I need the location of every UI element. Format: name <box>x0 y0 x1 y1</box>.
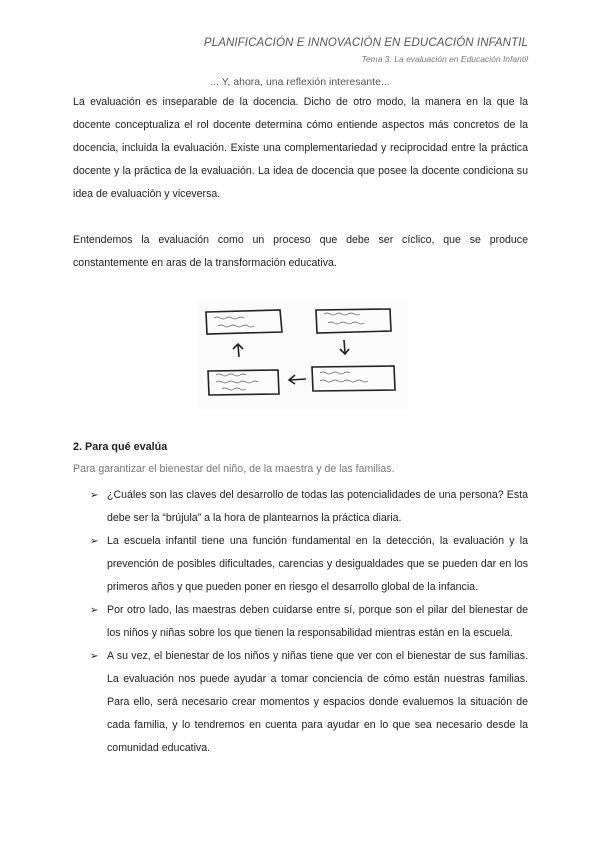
arrowhead-bullet-icon: ➢ <box>90 651 99 662</box>
list-item <box>90 645 528 760</box>
diagram-box-bottom-right-scribble <box>320 372 368 382</box>
diagram-box-bottom-right <box>312 366 395 391</box>
paragraph-evaluation-docencia: La evaluación es inseparable de la docencia. Dicho de otro modo, la manera en la que la docente conceptualiza el rol docente determina cómo entiende aspectos más concretos de la docencia, incluida la evaluación. Existe una complementariedad y reciprocidad entre la práctica docente y la práctica de la evaluación. La idea de docencia que posee la docente condiciona su idea de evaluación y viceversa. <box>73 96 528 200</box>
diagram-arrow-left <box>289 375 306 384</box>
bullet-list <box>90 484 528 760</box>
diagram-box-top-left-scribble <box>214 317 254 327</box>
section-subtitle: Para garantizar el bienestar del niño, de la maestra y de las familias. <box>73 463 395 475</box>
paragraph-evaluation-cycle: Entendemos la evaluación como un proceso que debe ser cíclico, que se produce constantemente en aras de la transformación educativa. <box>73 234 528 269</box>
diagram-arrow-down <box>340 340 349 354</box>
bullet-text: Por otro lado, las maestras deben cuidarse entre sí, porque son el pilar del bienestar de los niños y niñas sobre los que tienen la responsabilidad mientras están en la escuela. <box>107 604 528 639</box>
bullet-text: La escuela infantil tiene una función fundamental en la detección, la evaluación y la prevención de posibles dificultades, carencias y desigualdades que se pueden dar en los primeros años y que pueden poner en riesgo el desarrollo global de la infancia. <box>107 535 528 593</box>
header-subtitle: Tema 3. La evaluación en Educación Infantil <box>361 54 528 64</box>
reflection-heading: ... Y, ahora, una reflexión interesante... <box>210 76 390 88</box>
bullet-text: A su vez, el bienestar de los niños y niñas tiene que ver con el bienestar de sus familias. La evaluación nos puede ayudar a tomar conciencia de cómo están nuestras familias. Para ello, será necesario crear momentos y espacios donde evaluemos la situación de cada familia, y lo tendremos en cuenta para ayudar en lo que sea necesario desde la comunidad educativa. <box>107 650 528 754</box>
arrowhead-bullet-icon: ➢ <box>90 536 99 547</box>
diagram-box-bottom-left-scribble <box>216 374 258 390</box>
diagram-arrow-up <box>233 344 243 357</box>
header-title: PLANIFICACIÓN E INNOVACIÓN EN EDUCACIÓN INFANTIL <box>203 37 528 49</box>
diagram-box-top-right <box>316 309 391 333</box>
section-heading: 2. Para qué evalúa <box>73 441 168 453</box>
list-item <box>90 484 528 530</box>
list-item <box>90 530 528 599</box>
cycle-diagram <box>198 299 408 409</box>
diagram-box-top-left <box>206 310 282 334</box>
diagram-box-top-right-scribble <box>324 313 364 324</box>
arrowhead-bullet-icon: ➢ <box>90 605 99 616</box>
arrowhead-bullet-icon: ➢ <box>90 490 99 501</box>
list-item <box>90 599 528 645</box>
bullet-text: ¿Cuáles son las claves del desarrollo de todas las potencialidades de una persona? Esta debe ser la “brújula” a la hora de plantearnos la práctica diaria. <box>107 489 528 524</box>
cycle-diagram-icon <box>198 299 408 409</box>
